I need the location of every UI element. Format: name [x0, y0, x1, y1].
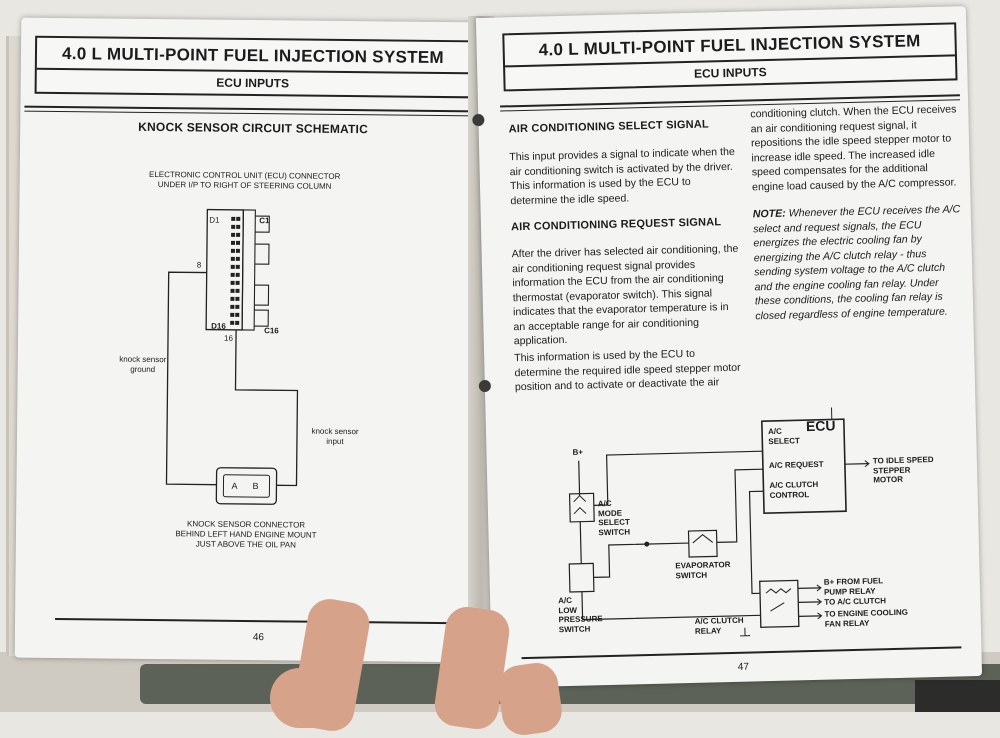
diagram-fuel-pump-relay: B+ FROM FUEL PUMP RELAY	[824, 576, 884, 596]
knock-sensor-input-label: knock sensor input	[300, 427, 370, 448]
pin-c16-label: C16	[264, 326, 279, 336]
right-page	[476, 6, 982, 688]
right-header-title: 4.0 L MULTI-POINT FUEL INJECTION SYSTEM	[504, 24, 955, 67]
left-header-title: 4.0 L MULTI-POINT FUEL INJECTION SYSTEM	[37, 38, 469, 75]
diagram-clutch-relay: A/C CLUTCH RELAY	[695, 616, 744, 636]
diagram-to-ac-clutch: TO A/C CLUTCH	[824, 596, 886, 607]
diagram-ecu-label: ECU	[806, 421, 836, 431]
note-text: Whenever the ECU receives the A/C select and request signals, the ECU energizes the electric cooling fan by energizing the A/C clutch relay - thus sending system voltage to the A/C clutch and the engine cooling fan relay. Under these conditions, the cooling fan relay is closed regardless of engine temperature.	[753, 203, 960, 322]
pin-c1-label: C1	[259, 216, 269, 226]
diagram-idle-motor: TO IDLE SPEED STEPPER MOTOR	[873, 455, 934, 485]
ecu-info-paragraph: This information is used by the ECU to determine the required idle speed stepper motor position and to activate or deactivate the air	[514, 346, 743, 395]
left-page	[15, 18, 482, 663]
diagram-mode-select-switch: A/C MODE SELECT SWITCH	[598, 498, 630, 537]
diagram-ac-request: A/C REQUEST	[769, 460, 824, 471]
ac-request-heading: AIR CONDITIONING REQUEST SIGNAL	[511, 216, 722, 233]
diagram-to-cooling-fan: TO ENGINE COOLING FAN RELAY	[824, 608, 908, 629]
ac-select-paragraph: This input provides a signal to indicate when the air conditioning switch is activated by the driver. This information is used by the ECU to determine the idle speed.	[509, 145, 738, 209]
hand-finger-ring	[495, 660, 564, 738]
diagram-b-plus: B+	[572, 448, 583, 458]
diagram-ac-clutch-control: A/C CLUTCH CONTROL	[769, 480, 818, 500]
left-page-number: 46	[253, 632, 264, 643]
connector-pin-a: A	[231, 481, 237, 491]
connector-pin-b: B	[252, 481, 258, 491]
ac-request-paragraph: After the driver has selected air conditioning, the air conditioning request signal provides information the ECU from the air conditioning thermostat (evaporator switch). This signal indicates that the evaporator temperature is in an acceptable range for air conditioning application.	[511, 242, 741, 349]
knock-sensor-connector-caption: KNOCK SENSOR CONNECTOR BEHIND LEFT HAND ENGINE MOUNT JUST ABOVE THE OIL PAN	[156, 519, 336, 551]
diagram-evaporator-switch: EVAPORATOR SWITCH	[675, 560, 731, 580]
diagram-ac-select: A/C SELECT	[768, 426, 800, 446]
right-header-subtitle: ECU INPUTS	[505, 56, 955, 89]
ecu-connector-caption: ELECTRONIC CONTROL UNIT (ECU) CONNECTOR UNDER I/P TO RIGHT OF STEERING COLUMN	[125, 170, 365, 193]
knock-sensor-ground-label: knock sensor ground	[108, 355, 178, 376]
ac-select-heading: AIR CONDITIONING SELECT SIGNAL	[508, 118, 709, 135]
pin-d16-label: D16	[211, 322, 226, 332]
knock-sensor-schematic	[15, 18, 482, 663]
left-header-subtitle: ECU INPUTS	[37, 70, 469, 97]
clutch-paragraph: conditioning clutch. When the ECU receives an air conditioning request signal, it repositions the idle speed stepper motor to increase idle speed. The increased idle speed compensates for the additional engine load caused by the A/C compressor.	[750, 102, 960, 194]
right-page-number: 47	[738, 662, 749, 673]
pin-8-label: 8	[197, 260, 202, 270]
pin-d1-label: D1	[209, 216, 219, 226]
section-title: KNOCK SENSOR CIRCUIT SCHEMATIC	[138, 120, 368, 136]
ac-circuit-diagram	[476, 6, 982, 688]
hand-thumb	[270, 668, 350, 728]
diagram-low-pressure-switch: A/C LOW PRESSURE SWITCH	[558, 595, 603, 634]
pin-16-label: 16	[224, 334, 233, 344]
binder-tab	[915, 680, 1000, 712]
note-lead: NOTE:	[753, 208, 786, 221]
